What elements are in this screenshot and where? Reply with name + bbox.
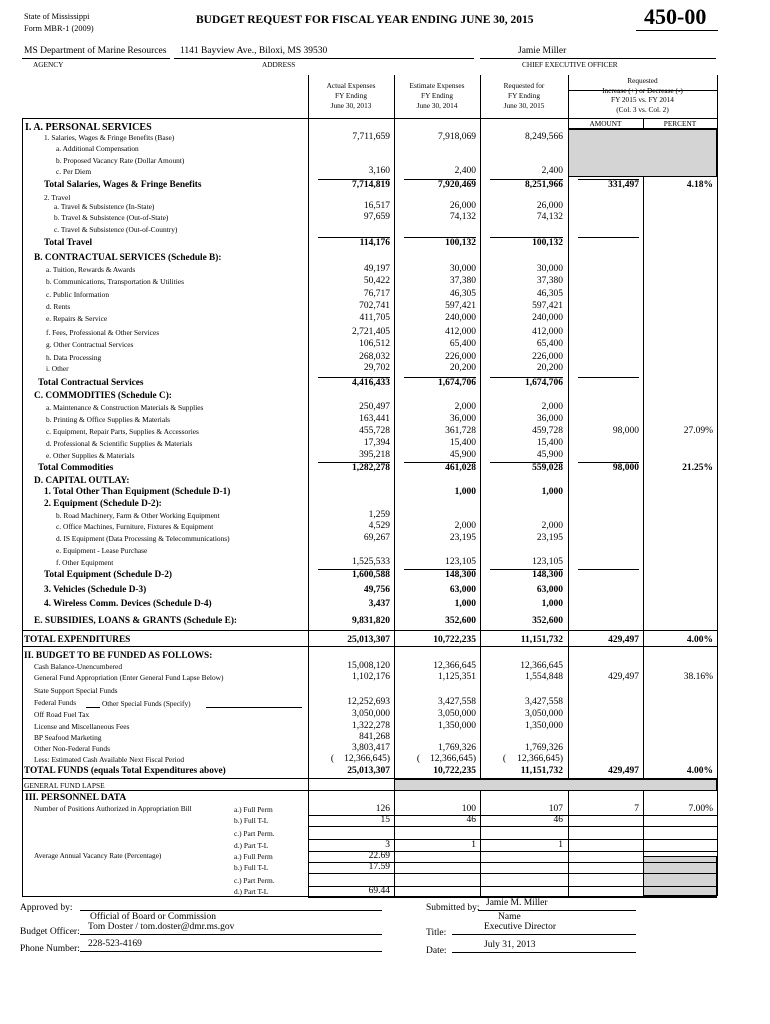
row-label: Less: Estimated Cash Available Next Fiscal Period [34, 755, 185, 764]
cell-a: 395,218 [359, 450, 390, 460]
cell-e: 7,920,469 [438, 180, 476, 190]
row-label: b. Communications, Transportation & Utilities [46, 277, 184, 286]
row-label: State Support Special Funds [34, 686, 118, 695]
cell-pct: 38.16% [683, 672, 713, 682]
ceo-label: CHIEF EXECUTIVE OFFICER [522, 60, 618, 69]
title-value: Executive Director [484, 922, 557, 932]
cell-e: 26,000 [449, 201, 476, 211]
cell-e: 2,000 [454, 402, 476, 412]
cell-amt: 98,000 [612, 463, 639, 473]
row-label: a. Maintenance & Construction Materials & Supplies [46, 403, 204, 412]
budget-officer-label: Budget Officer: [20, 927, 80, 937]
col-change-header: Requested Increase (+) or Decrease (-) FY 2015 vs. FY 2014 (Col. 3 vs. Col. 2) [602, 76, 683, 114]
personnel-cell-a: 3 [385, 840, 390, 850]
cell-q: 2,000 [541, 402, 563, 412]
cell-e: 2,000 [454, 521, 476, 531]
cell-a: 25,013,307 [347, 635, 390, 645]
row-label: b. Proposed Vacancy Rate (Dollar Amount) [56, 156, 185, 165]
phone-label: Phone Number: [20, 944, 80, 954]
personnel-category: d.) Part T-L [234, 841, 269, 850]
cell-a: 3,803,417 [352, 743, 390, 753]
cell-q: 74,132 [536, 212, 563, 222]
row-label: a. Tuition, Rewards & Awards [46, 265, 136, 274]
row-label: 2. Travel [44, 193, 71, 202]
cell-e: 45,900 [449, 450, 476, 460]
cell-e: 361,728 [445, 426, 476, 436]
agency-label: AGENCY [33, 60, 64, 69]
ceo-name: Jamie Miller [518, 46, 567, 56]
cell-a: 12,366,645) [344, 754, 390, 764]
cell-a: 3,160 [368, 166, 390, 176]
cell-q: 459,728 [532, 426, 563, 436]
paren-open: ( [330, 754, 334, 764]
cell-pct: 4.18% [686, 180, 713, 190]
address-label: ADDRESS [262, 60, 296, 69]
personnel-category: a.) Full Perm [234, 852, 273, 861]
cell-e: 15,400 [449, 438, 476, 448]
cell-a: 3,437 [368, 599, 390, 609]
cell-q: 46,305 [536, 289, 563, 299]
personnel-category: c.) Part Perm. [234, 876, 275, 885]
cell-e: 3,427,558 [438, 697, 476, 707]
row-label: d. Professional & Scientific Supplies & Materials [46, 439, 193, 448]
cell-e: 23,195 [449, 533, 476, 543]
row-label: d. IS Equipment (Data Processing & Telecommunications) [56, 534, 230, 543]
row-label: BP Seafood Marketing [34, 733, 102, 742]
row-label: Total Salaries, Wages & Fringe Benefits [44, 180, 202, 190]
cell-e: 1,350,000 [438, 721, 476, 731]
personnel-category: d.) Part T-L [234, 887, 269, 896]
cell-e: 7,918,069 [438, 132, 476, 142]
cell-q: 1,000 [541, 487, 563, 497]
cell-a: 97,659 [363, 212, 390, 222]
shaded-cell [394, 779, 717, 791]
personnel-cell-a: 69.44 [368, 886, 390, 896]
personnel-cell-a: 17.59 [368, 862, 390, 872]
row-label: Cash Balance-Unencumbered [34, 662, 123, 671]
row-label: e. Equipment - Lease Purchase [56, 546, 148, 555]
row-label: c. Public Information [46, 290, 110, 299]
cell-e: 1,000 [454, 599, 476, 609]
cell-a: 106,512 [359, 339, 390, 349]
cell-e: 63,000 [449, 585, 476, 595]
cell-e: 1,769,326 [438, 743, 476, 753]
cell-e: 597,421 [445, 301, 476, 311]
personnel-cell-q: 1 [558, 840, 563, 850]
row-label: II. BUDGET TO BE FUNDED AS FOLLOWS: [24, 651, 213, 661]
cell-q: 597,421 [532, 301, 563, 311]
row-label: License and Miscellaneous Fees [34, 722, 130, 731]
cell-e: 74,132 [449, 212, 476, 222]
cell-q: 226,000 [532, 352, 563, 362]
cell-a: 114,176 [359, 238, 390, 248]
cell-e: 412,000 [445, 327, 476, 337]
cell-a: 411,705 [359, 313, 390, 323]
personnel-category: b.) Full T-L [234, 863, 269, 872]
cell-e: 46,305 [449, 289, 476, 299]
cell-amt: 429,497 [608, 672, 639, 682]
submitted-by-value: Jamie M. Miller [486, 898, 548, 908]
cell-q: 1,674,706 [525, 378, 563, 388]
col-requested-header: Requested for FY Ending June 30, 2015 [503, 81, 545, 110]
row-label: h. Data Processing [46, 353, 102, 362]
cell-a: 702,741 [359, 301, 390, 311]
cell-q: 23,195 [536, 533, 563, 543]
cell-q: 36,000 [536, 414, 563, 424]
row-label: f. Other Equipment [56, 558, 114, 567]
cell-e: 352,600 [445, 616, 476, 626]
cell-e: 240,000 [445, 313, 476, 323]
cell-a: 15,008,120 [347, 661, 390, 671]
cell-a: 69,267 [363, 533, 390, 543]
cell-q: 65,400 [536, 339, 563, 349]
cell-a: 1,102,176 [352, 672, 390, 682]
cell-a: 1,525,533 [352, 557, 390, 567]
personnel-cell-e: 100 [461, 804, 476, 814]
cell-e: 37,380 [449, 276, 476, 286]
row-label: a. Additional Compensation [56, 144, 139, 153]
cell-q: 3,050,000 [525, 709, 563, 719]
cell-a: 268,032 [359, 352, 390, 362]
cell-a: 841,268 [359, 732, 390, 742]
row-label: i. Other [46, 364, 69, 373]
board-label: Official of Board or Commission [90, 912, 216, 922]
cell-q: 100,132 [532, 238, 563, 248]
cell-a: 7,714,819 [352, 180, 390, 190]
cell-q: 1,554,848 [525, 672, 563, 682]
cell-amt: 429,497 [608, 635, 639, 645]
col-estimate-header: Estimate Expenses FY Ending June 30, 2014 [409, 81, 465, 110]
row-label: Federal Funds [34, 698, 77, 707]
row-label: 2. Equipment (Schedule D-2): [44, 499, 162, 509]
personnel-cell-q: 107 [548, 804, 563, 814]
row-label: c. Travel & Subsistence (Out-of-Country) [54, 225, 178, 234]
cell-a: 4,416,433 [352, 378, 390, 388]
cell-q: 123,105 [532, 557, 563, 567]
personnel-cell-amt: 7 [634, 804, 639, 814]
row-label: E. SUBSIDIES, LOANS & GRANTS (Schedule E): [34, 616, 238, 626]
cell-a: 17,394 [363, 438, 390, 448]
cell-a: 163,441 [359, 414, 390, 424]
budget-code: 450-00 [644, 4, 707, 29]
row-label: b. Travel & Subsistence (Out-of-State) [54, 213, 169, 222]
cell-e: 65,400 [449, 339, 476, 349]
cell-a: 7,711,659 [352, 132, 390, 142]
row-label: c. Per Diem [56, 167, 92, 176]
row-label: d. Rents [46, 302, 71, 311]
row-label: General Fund Appropriation (Enter General Fund Lapse Below) [34, 673, 224, 682]
cell-e: 3,050,000 [438, 709, 476, 719]
cell-q: 352,600 [532, 616, 563, 626]
positions-label: Number of Positions Authorized in Appropriation Bill [34, 804, 192, 813]
cell-a: 49,197 [363, 264, 390, 274]
date-label: Date: [426, 946, 447, 956]
cell-q: 12,366,645 [520, 661, 563, 671]
cell-q: 37,380 [536, 276, 563, 286]
date-value: July 31, 2013 [484, 940, 536, 950]
cell-a: 3,050,000 [352, 709, 390, 719]
cell-q: 63,000 [536, 585, 563, 595]
paren-open: ( [502, 754, 506, 764]
vacancy-label: Average Annual Vacancy Rate (Percentage) [34, 851, 162, 860]
cell-pct: 4.00% [686, 635, 713, 645]
cell-q: 45,900 [536, 450, 563, 460]
col-percent-header: PERCENT [663, 119, 697, 128]
cell-a: 1,600,588 [352, 570, 390, 580]
cell-q: 26,000 [536, 201, 563, 211]
cell-e: 148,300 [445, 570, 476, 580]
row-label: e. Other Supplies & Materials [46, 451, 135, 460]
cell-q: 11,151,732 [520, 635, 563, 645]
cell-e: 12,366,645) [430, 754, 476, 764]
row-label: B. CONTRACTUAL SERVICES (Schedule B): [34, 253, 222, 263]
cell-a: 1,322,278 [352, 721, 390, 731]
personnel-cell-e: 1 [471, 840, 476, 850]
row-label: C. COMMODITIES (Schedule C): [34, 391, 172, 401]
cell-amt: 429,497 [608, 766, 639, 776]
cell-a: 12,252,693 [347, 697, 390, 707]
personnel-cell-pct: 7.00% [688, 804, 713, 814]
cell-a: 455,728 [359, 426, 390, 436]
cell-a: 76,717 [363, 289, 390, 299]
cell-q: 1,350,000 [525, 721, 563, 731]
cell-e: 1,125,351 [438, 672, 476, 682]
row-label: Total Equipment (Schedule D-2) [44, 570, 173, 580]
cell-q: 11,151,732 [520, 766, 563, 776]
cell-pct: 21.25% [682, 463, 713, 473]
row-label: Total Travel [44, 238, 93, 248]
cell-q: 2,000 [541, 521, 563, 531]
page-title: BUDGET REQUEST FOR FISCAL YEAR ENDING JUNE 30, 2015 [196, 14, 534, 26]
row-label: 1. Salaries, Wages & Fringe Benefits (Base) [44, 133, 175, 142]
cell-pct: 4.00% [686, 766, 713, 776]
form-id: Form MBR-1 (2009) [24, 24, 94, 33]
personnel-category: a.) Full Perm [234, 805, 273, 814]
cell-e: 1,674,706 [438, 378, 476, 388]
other-special-funds-label: Other Special Funds (Specify) [102, 699, 191, 708]
cell-e: 226,000 [445, 352, 476, 362]
row-label: D. CAPITAL OUTLAY: [34, 476, 130, 486]
cell-q: 8,251,966 [525, 180, 563, 190]
cell-q: 412,000 [532, 327, 563, 337]
agency-address: 1141 Bayview Ave., Biloxi, MS 39530 [180, 46, 328, 56]
cell-a: 2,721,405 [352, 327, 390, 337]
phone-value: 228-523-4169 [88, 939, 142, 949]
row-label: c. Office Machines, Furniture, Fixtures & Equipment [56, 522, 214, 531]
row-label: b. Printing & Office Supplies & Materials [46, 415, 171, 424]
budget-officer-value: Tom Doster / tom.doster@dmr.ms.gov [88, 922, 235, 932]
cell-q: 240,000 [532, 313, 563, 323]
row-label: g. Other Contractual Services [46, 340, 134, 349]
personnel-cell-a: 15 [380, 815, 390, 825]
row-label: GENERAL FUND LAPSE [24, 781, 105, 790]
cell-e: 123,105 [445, 557, 476, 567]
cell-e: 10,722,235 [433, 766, 476, 776]
approved-by-label: Approved by: [20, 903, 73, 913]
cell-e: 30,000 [449, 264, 476, 274]
cell-a: 9,831,820 [352, 616, 390, 626]
row-label: a. Travel & Subsistence (In-State) [54, 202, 155, 211]
row-label: TOTAL EXPENDITURES [24, 635, 131, 645]
row-label: b. Road Machinery, Farm & Other Working Equipment [56, 511, 220, 520]
personnel-category: c.) Part Perm. [234, 829, 275, 838]
state-name: State of Mississippi [24, 12, 90, 21]
row-label: Other Non-Federal Funds [34, 744, 110, 753]
cell-a: 29,702 [363, 363, 390, 373]
cell-a: 16,517 [363, 201, 390, 211]
cell-q: 559,028 [532, 463, 563, 473]
title-label: Title: [426, 928, 447, 938]
shaded-cell [568, 129, 717, 177]
cell-a: 50,422 [363, 276, 390, 286]
cell-q: 2,400 [541, 166, 563, 176]
cell-e: 36,000 [449, 414, 476, 424]
row-label: e. Repairs & Service [46, 314, 108, 323]
col-actual-header: Actual Expenses FY Ending June 30, 2013 [326, 81, 376, 110]
row-label: 4. Wireless Comm. Devices (Schedule D-4) [44, 599, 212, 609]
cell-q: 1,000 [541, 599, 563, 609]
personnel-cell-e: 46 [466, 815, 476, 825]
cell-a: 1,259 [368, 510, 390, 520]
cell-amt: 98,000 [612, 426, 639, 436]
cell-e: 100,132 [445, 238, 476, 248]
cell-e: 1,000 [454, 487, 476, 497]
row-label: 3. Vehicles (Schedule D-3) [44, 585, 147, 595]
name-label: Name [498, 912, 521, 922]
personnel-title: III. PERSONNEL DATA [25, 793, 127, 803]
cell-a: 4,529 [368, 521, 390, 531]
cell-pct: 27.09% [683, 426, 713, 436]
row-label: TOTAL FUNDS (equals Total Expenditures above) [24, 766, 226, 776]
cell-q: 30,000 [536, 264, 563, 274]
col-amount-header: AMOUNT [589, 119, 622, 128]
paren-open: ( [416, 754, 420, 764]
cell-e: 461,028 [445, 463, 476, 473]
cell-a: 49,756 [363, 585, 390, 595]
cell-a: 25,013,307 [347, 766, 390, 776]
row-label: Off Road Fuel Tax [34, 710, 90, 719]
cell-e: 12,366,645 [433, 661, 476, 671]
cell-q: 148,300 [532, 570, 563, 580]
cell-q: 20,200 [536, 363, 563, 373]
cell-e: 10,722,235 [433, 635, 476, 645]
row-label: Total Commodities [38, 463, 114, 473]
row-label: I. A. PERSONAL SERVICES [25, 122, 152, 133]
cell-a: 1,282,278 [352, 463, 390, 473]
cell-q: 3,427,558 [525, 697, 563, 707]
cell-q: 12,366,645) [517, 754, 563, 764]
row-label: c. Equipment, Repair Parts, Supplies & Accessories [46, 427, 199, 436]
cell-q: 8,249,566 [525, 132, 563, 142]
cell-q: 1,769,326 [525, 743, 563, 753]
cell-q: 15,400 [536, 438, 563, 448]
cell-amt: 331,497 [608, 180, 639, 190]
cell-a: 250,497 [359, 402, 390, 412]
cell-e: 20,200 [449, 363, 476, 373]
personnel-cell-a: 22.69 [368, 851, 390, 861]
row-label: Total Contractual Services [38, 378, 144, 388]
cell-e: 2,400 [454, 166, 476, 176]
personnel-cell-q: 46 [553, 815, 563, 825]
row-label: 1. Total Other Than Equipment (Schedule D-1) [44, 487, 231, 497]
agency-name: MS Department of Marine Resources [24, 46, 167, 56]
submitted-by-label: Submitted by: [426, 903, 480, 913]
personnel-category: b.) Full T-L [234, 816, 269, 825]
personnel-cell-a: 126 [375, 804, 390, 814]
row-label: f. Fees, Professional & Other Services [46, 328, 160, 337]
